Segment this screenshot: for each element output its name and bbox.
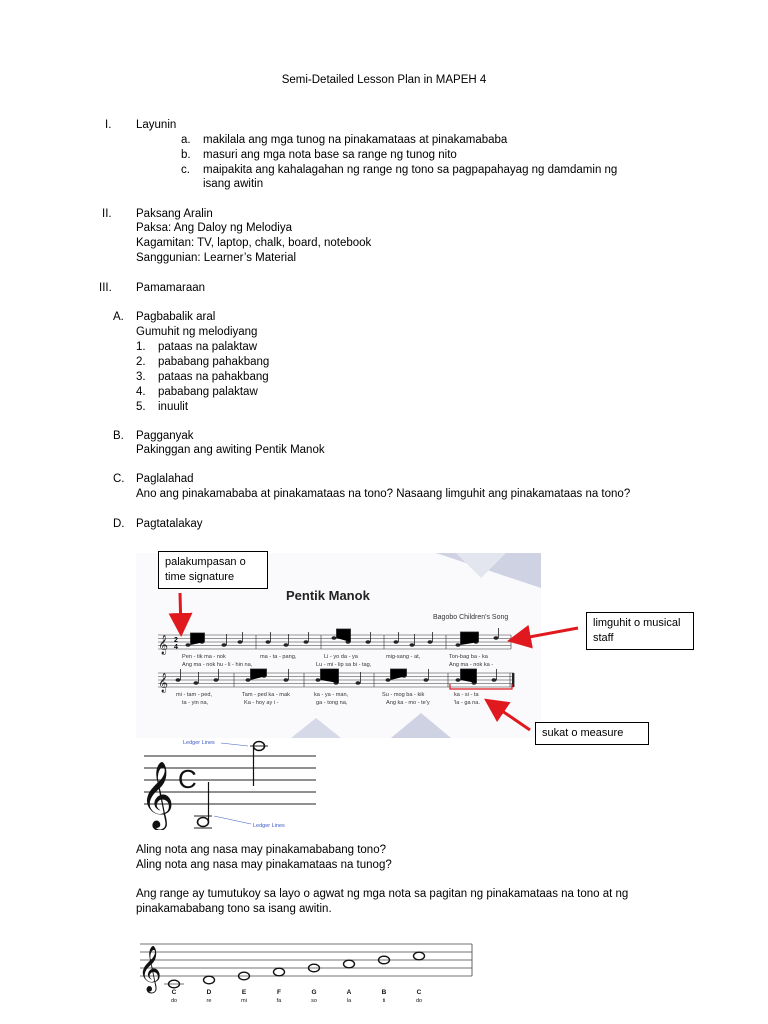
callout-measure: sukat o measure — [535, 722, 649, 745]
lyric-text: mig-sang - at, — [386, 654, 421, 660]
treble-clef-icon: 𝄞 — [138, 947, 162, 991]
subsection-letter: B. — [113, 430, 124, 442]
question-text: Aling nota ang nasa may pinakamataas na tunog? — [136, 859, 392, 871]
objective-letter: c. — [181, 164, 190, 176]
section-numeral: III. — [99, 282, 112, 294]
list-number: 2. — [136, 356, 146, 368]
range-paragraph-line: pinakamababang tono sa isang awitin. — [136, 903, 332, 915]
subsection-heading: Paglalahad — [136, 473, 194, 485]
arrow-staff — [513, 628, 578, 640]
lyric-text: Ton-bag ba - ka — [449, 654, 488, 660]
scale-note-letter: D — [206, 989, 212, 996]
objective-letter: a. — [181, 134, 191, 146]
arrow-time-signature — [180, 593, 181, 631]
list-number: 4. — [136, 386, 146, 398]
range-paragraph-line: Ang range ay tumutukoy sa layo o agwat ng mga nota sa pagitan ng pinakamataas na tono at ng — [136, 888, 629, 900]
scale-note-letter: A — [346, 989, 352, 996]
scale-note-letter: B — [381, 989, 387, 996]
callout-time-signature: palakumpasan o time signature — [158, 551, 268, 589]
objective-letter: b. — [181, 149, 191, 161]
list-number: 3. — [136, 371, 146, 383]
common-time-icon: C — [178, 764, 197, 794]
section-numeral: II. — [102, 208, 112, 220]
lyric-text: Tam - ped ka - mak — [242, 692, 290, 698]
scale-note-solfege: mi — [241, 998, 247, 1004]
topic-line: Paksa: Ang Daloy ng Melodiya — [136, 222, 292, 234]
song-subtitle: Bagobo Children's Song — [433, 614, 509, 621]
subsection-heading: Pagbabalik aral — [136, 311, 216, 323]
objective-text-continued: isang awitin — [203, 178, 264, 190]
scale-note-letter: C — [416, 989, 422, 996]
lyric-text: ga - tong na, — [316, 700, 348, 706]
list-item: pababang pahakbang — [158, 356, 270, 368]
objective-text: makilala ang mga tunog na pinakamataas at pinakamababa — [203, 134, 508, 146]
lyric-text: Su - mog ba - kik — [382, 692, 425, 698]
section-heading: Pamamaraan — [136, 282, 206, 294]
lyric-text: Ang ka - mo - te'y — [386, 700, 430, 706]
ledger-label-top: Ledger Lines — [183, 740, 215, 746]
lyric-text: Pen - tik ma - nok — [182, 654, 226, 660]
scale-note-letter: G — [311, 989, 317, 996]
subsection-letter: D. — [113, 518, 125, 530]
lyric-text: Ang ma - nok hu - li - hin na, — [182, 662, 253, 668]
lyric-text: Ka - hoy ay i - — [244, 700, 279, 706]
list-item: pababang palaktaw — [158, 386, 258, 398]
subsection-text: Ano ang pinakamababa at pinakamataas na tono? Nasaang limguhit ang pinakamataas na tono? — [136, 488, 631, 500]
lyric-text: ta - yin na, — [182, 700, 209, 706]
song-title: Pentik Manok — [286, 588, 370, 603]
time-signature-icon: 2 — [174, 637, 178, 644]
list-number: 5. — [136, 401, 146, 413]
treble-clef-icon: 𝄞 — [140, 762, 175, 827]
question-text: Aling nota ang nasa may pinakamababang tono? — [136, 844, 386, 856]
scale-figure — [136, 932, 476, 1004]
treble-clef-icon: 𝄞 — [158, 635, 169, 654]
list-item: pataas na palaktaw — [158, 341, 258, 353]
lyric-text: Li - yo da - ya — [324, 654, 358, 660]
low-note — [198, 818, 209, 827]
list-item: inuulit — [158, 401, 189, 413]
lyric-text: ka - si - ta — [454, 692, 479, 698]
reference-line: Sanggunian: Learner’s Material — [136, 252, 297, 264]
scale-note — [344, 960, 355, 968]
objective-text: masuri ang mga nota base sa range ng tunog nito — [203, 149, 457, 161]
scale-note-solfege: re — [206, 998, 212, 1004]
section-numeral: I. — [105, 119, 112, 131]
subsection-heading: Pagganyak — [136, 430, 194, 442]
section-heading: Layunin — [136, 119, 177, 131]
scale-note — [204, 976, 215, 984]
svg-text:4: 4 — [174, 644, 178, 651]
list-number: 1. — [136, 341, 146, 353]
lyric-text: Ang ma - nok ka - — [449, 662, 494, 668]
ledger-label-bottom: Ledger Lines — [253, 823, 285, 829]
scale-note-solfege: la — [346, 998, 352, 1004]
lyric-text: Lu - mi - lip sa bi - tag, — [316, 662, 372, 668]
scale-note-solfege: so — [311, 998, 317, 1004]
section-heading: Paksang Aralin — [136, 208, 213, 220]
subsection-text: Pakinggan ang awiting Pentik Manok — [136, 444, 325, 456]
scale-note-solfege: do — [170, 998, 178, 1004]
scale-note-letter: C — [171, 989, 177, 996]
arrow-measure — [489, 702, 530, 730]
lyric-text: 'la - ga na. — [454, 700, 480, 706]
subsection-heading: Pagtatalakay — [136, 518, 203, 530]
scale-note-solfege: do — [415, 998, 423, 1004]
lyric-text: mi - tam - ped, — [176, 692, 213, 698]
subsection-letter: A. — [113, 311, 124, 323]
objective-text: maipakita ang kahalagahan ng range ng tono sa pagpapahayag ng damdamin ng — [203, 164, 618, 176]
page-title: Semi-Detailed Lesson Plan in MAPEH 4 — [281, 74, 487, 86]
scale-note — [274, 968, 285, 976]
treble-clef-icon: 𝄞 — [158, 673, 169, 692]
lyric-text: ka - ya - man, — [314, 692, 349, 698]
scale-note-solfege: ti — [382, 998, 386, 1004]
callout-staff: limguhit o musical staff — [586, 612, 694, 650]
subsection-intro: Gumuhit ng melodiyang — [136, 326, 258, 338]
scale-note-letter: E — [241, 989, 247, 996]
subsection-letter: C. — [113, 473, 125, 485]
list-item: pataas na pahakbang — [158, 371, 269, 383]
scale-note — [414, 952, 425, 960]
materials-line: Kagamitan: TV, laptop, chalk, board, notebook — [136, 237, 372, 249]
ledger-lines-figure — [136, 738, 321, 830]
scale-note-letter: F — [277, 989, 281, 996]
lyric-text: ma - ta - pang, — [260, 654, 297, 660]
scale-note-solfege: fa — [276, 998, 282, 1004]
